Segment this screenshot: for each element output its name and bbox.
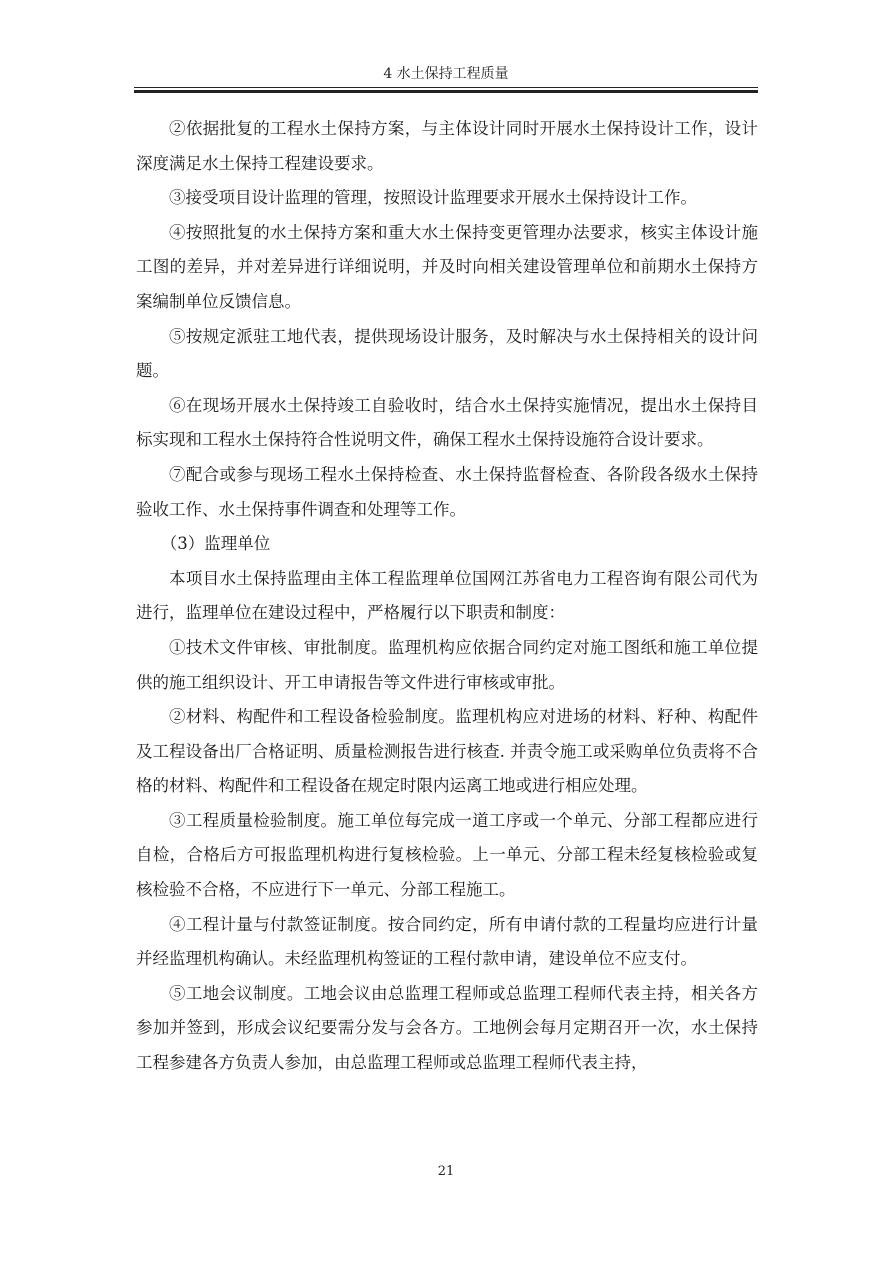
header-rule-thick	[134, 90, 758, 93]
paragraph-design-2: ②依据批复的工程水土保持方案，与主体设计同时开展水土保持设计工作，设计深度满足水土保持工程建设要求。	[136, 119, 758, 173]
paragraph-supervision-5: ⑤工地会议制度。工地会议由总监理工程师或总监理工程师代表主持，相关各方参加并签到，形成会议纪要需分发与会各方。工地例会每月定期召开一次，水土保持工程参建各方负责人参加，由总监理工程师或总监理工程师代表主持，	[136, 983, 758, 1073]
paragraph-design-6: ⑥在现场开展水土保持竣工自验收时，结合水土保持实施情况，提出水土保持目标实现和工程水土保持符合性说明文件，确保工程水土保持设施符合设计要求。	[136, 395, 758, 450]
body-text	[136, 112, 758, 1081]
paragraph-supervision-2: ②材料、构配件和工程设备检验制度。监理机构应对进场的材料、籽种、构配件及工程设备出厂合格证明、质量检测报告进行核查. 并责令施工或采购单位负责将不合格的材料、构配件和工程设备在规定时限内运离工地或进行相应处理。	[136, 707, 758, 796]
running-header: 4 水土保持工程质量	[383, 66, 509, 82]
header-rule-thin	[134, 87, 758, 88]
paragraph-supervision-intro: 本项目水土保持监理由主体工程监理单位国网江苏省电力工程咨询有限公司代为进行，监理单位在建设过程中，严格履行以下职责和制度：	[136, 568, 758, 623]
paragraph-design-7: ⑦配合或参与现场工程水土保持检查、水土保持监督检查、各阶段各级水土保持验收工作、水土保持事件调查和处理等工作。	[136, 464, 758, 519]
page-number: 21	[437, 1164, 455, 1179]
paragraph-supervision-3: ③工程质量检验制度。施工单位每完成一道工序或一个单元、分部工程都应进行自检，合格后方可报监理机构进行复核检验。上一单元、分部工程未经复核检验或复核检验不合格，不应进行下一单元、分部工程施工。	[136, 810, 758, 900]
paragraph-supervision-4: ④工程计量与付款签证制度。按合同约定，所有申请付款的工程量均应进行计量并经监理机构确认。未经监理机构签证的工程付款申请，建设单位不应支付。	[136, 914, 758, 969]
paragraph-design-5: ⑤按规定派驻工地代表，提供现场设计服务，及时解决与水土保持相关的设计问题。	[136, 326, 758, 381]
paragraph-supervision-1: ①技术文件审核、审批制度。监理机构应依据合同约定对施工图纸和施工单位提供的施工组织设计、开工申请报告等文件进行审核或审批。	[136, 637, 758, 692]
paragraph-design-3: ③接受项目设计监理的管理，按照设计监理要求开展水土保持设计工作。	[169, 188, 697, 208]
paragraph-design-4: ④按照批复的水土保持方案和重大水土保持变更管理办法要求，核实主体设计施工图的差异，并对差异进行详细说明，并及时向相关建设管理单位和前期水土保持方案编制单位反馈信息。	[136, 222, 758, 311]
section-heading-supervision: （3）监理单位	[160, 534, 271, 554]
